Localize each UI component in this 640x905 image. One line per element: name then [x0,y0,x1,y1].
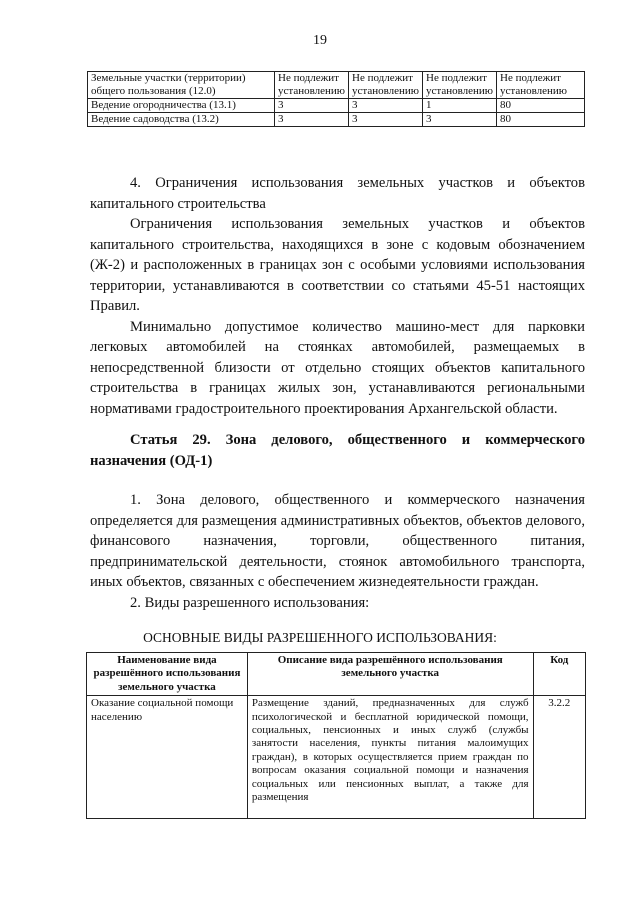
section-4-block [90,173,585,419]
table-cell: 3 [349,99,423,113]
table-row [88,113,585,127]
table-cell: 3 [349,113,423,127]
page-number: 19 [313,33,327,48]
article-heading: Статья 29. Зона делового, общественного и коммерческого назначения (ОД-1) [90,432,585,469]
table-row [88,72,585,99]
table-title: ОСНОВНЫЕ ВИДЫ РАЗРЕШЕННОГО ИСПОЛЬЗОВАНИЯ: [143,630,497,645]
table-cell: Ведение огородничества (13.1) [88,99,275,113]
article-heading-block [90,430,585,471]
table-cell: 80 [497,99,585,113]
table-cell: Ведение садоводства (13.2) [88,113,275,127]
table-cell: 1 [423,99,497,113]
column-header: Код [533,653,585,696]
zone-parameters-table [87,71,585,127]
paragraph: Минимально допустимое количество машино-мест для парковки легковых автомобилей на стоянках автомобилей, размещаемых в непосредственной близости от отдельно стоящих объектов капитального строительства в границах жилых зон, устанавливаются региональными нормативами градостроительного проектирования Архангельской области. [90,318,585,417]
table-cell: 3 [275,113,349,127]
section-heading: 4. Ограничения использования земельных участков и объектов капитального строительства [90,175,585,212]
table-cell: Не подлежит установлению [423,72,497,99]
table-row [87,696,586,819]
table-cell: Не подлежит установлению [349,72,423,99]
table-cell: 3 [423,113,497,127]
use-description-cell: Размещение зданий, предназначенных для служб психологической и бесплатной юридической помощи, социальных, пенсионных и иных служб (службы занятости населения, пункты питания малоимущих граждан), в которых осуществляется прием граждан по вопросам оказания социальной помощи и назначения социальных или пенсионных выплат, а также для размещения [247,696,533,819]
article-body-block [90,490,585,613]
table-cell: Не подлежит установлению [275,72,349,99]
use-code-cell: 3.2.2 [533,696,585,819]
table-cell: Земельные участки (территории) общего пользования (12.0) [88,72,275,99]
column-header: Описание вида разрешённого использования земельного участка [247,653,533,696]
use-name-cell: Оказание социальной помощи населению [87,696,248,819]
table-cell: Не подлежит установлению [497,72,585,99]
table-row [88,99,585,113]
table-cell: 3 [275,99,349,113]
paragraph: Ограничения использования земельных участков и объектов капитального строительства, находящихся в зоне с кодовым обозначением (Ж-2) и расположенных в границах зон с особыми условиями использования территории, устанавливаются в соответствии со статьями 45-51 настоящих Правил. [90,216,585,314]
column-header: Наименование вида разрешённого использования земельного участка [87,653,248,696]
table-header-row [87,653,586,696]
paragraph: 1. Зона делового, общественного и коммерческого назначения определяется для размещения административных объектов, объектов делового, финансового назначения, торговли, общественного питания, предпринимательской деятельности, стоянок автомобильного транспорта, иных объектов, связанных с обеспечением жизнедеятельности граждан. [90,492,585,590]
table-cell: 80 [497,113,585,127]
paragraph: 2. Виды разрешенного использования: [130,594,370,611]
main-uses-table [86,652,586,819]
